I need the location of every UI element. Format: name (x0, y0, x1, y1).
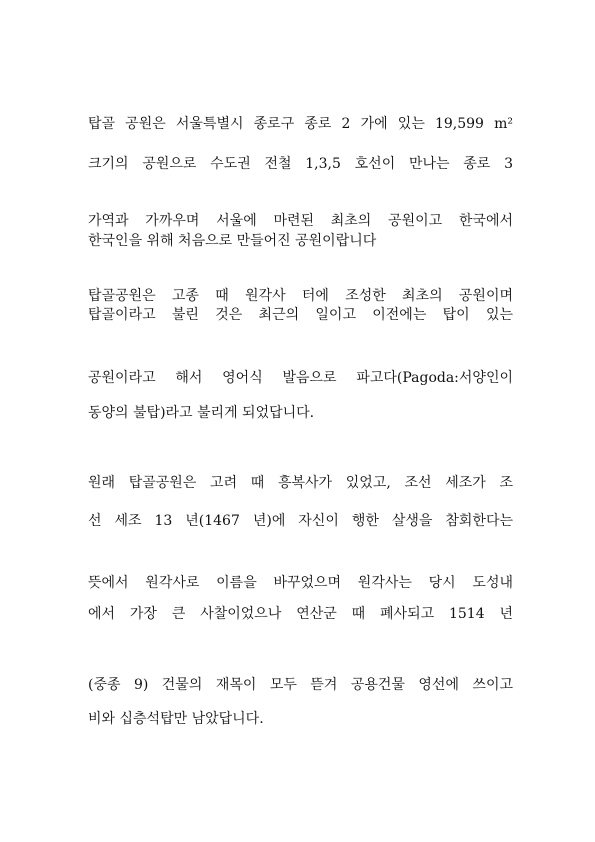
text-line-5: 탑골공원은 고종 때 원각사 터에 조성한 최초의 공원이며 (88, 288, 513, 304)
text-line-9: 원래 탑골공원은 고려 때 흥복사가 있었고, 조선 세조가 조 (88, 475, 513, 491)
text-line-1: 탑골 공원은 서울특별시 종로구 종로 2 가에 있는 19,599 m² (88, 116, 513, 132)
text-line-7: 공원이라고 해서 영어식 발음으로 파고다(Pagoda:서양인이 (88, 370, 513, 386)
text-line-13: (중종 9) 건물의 재목이 모두 뜯겨 공용건물 영선에 쓰이고 (88, 677, 513, 693)
text-line-12: 에서 가장 큰 사찰이었으나 연산군 때 폐사되고 1514 년 (88, 606, 513, 622)
text-line-14: 비와 십층석탑만 남았답니다. (88, 711, 264, 727)
text-line-4: 한국인을 위해 처음으로 만들어진 공원이랍니다 (88, 233, 377, 249)
text-line-2: 크기의 공원으로 수도권 전철 1,3,5 호선이 만나는 종로 3 (88, 156, 513, 172)
text-line-3: 가역과 가까우며 서울에 마련된 최초의 공원이고 한국에서 (88, 213, 513, 229)
text-line-10: 선 세조 13 년(1467 년)에 자신이 행한 살생을 참회한다는 (88, 513, 513, 529)
text-line-11: 뜻에서 원각사로 이름을 바꾸었으며 원각사는 당시 도성내 (88, 575, 513, 591)
text-line-6: 탑골이라고 불린 것은 최근의 일이고 이전에는 탑이 있는 (88, 307, 513, 323)
text-line-8: 동양의 불탑)라고 불리게 되었답니다. (88, 405, 315, 421)
